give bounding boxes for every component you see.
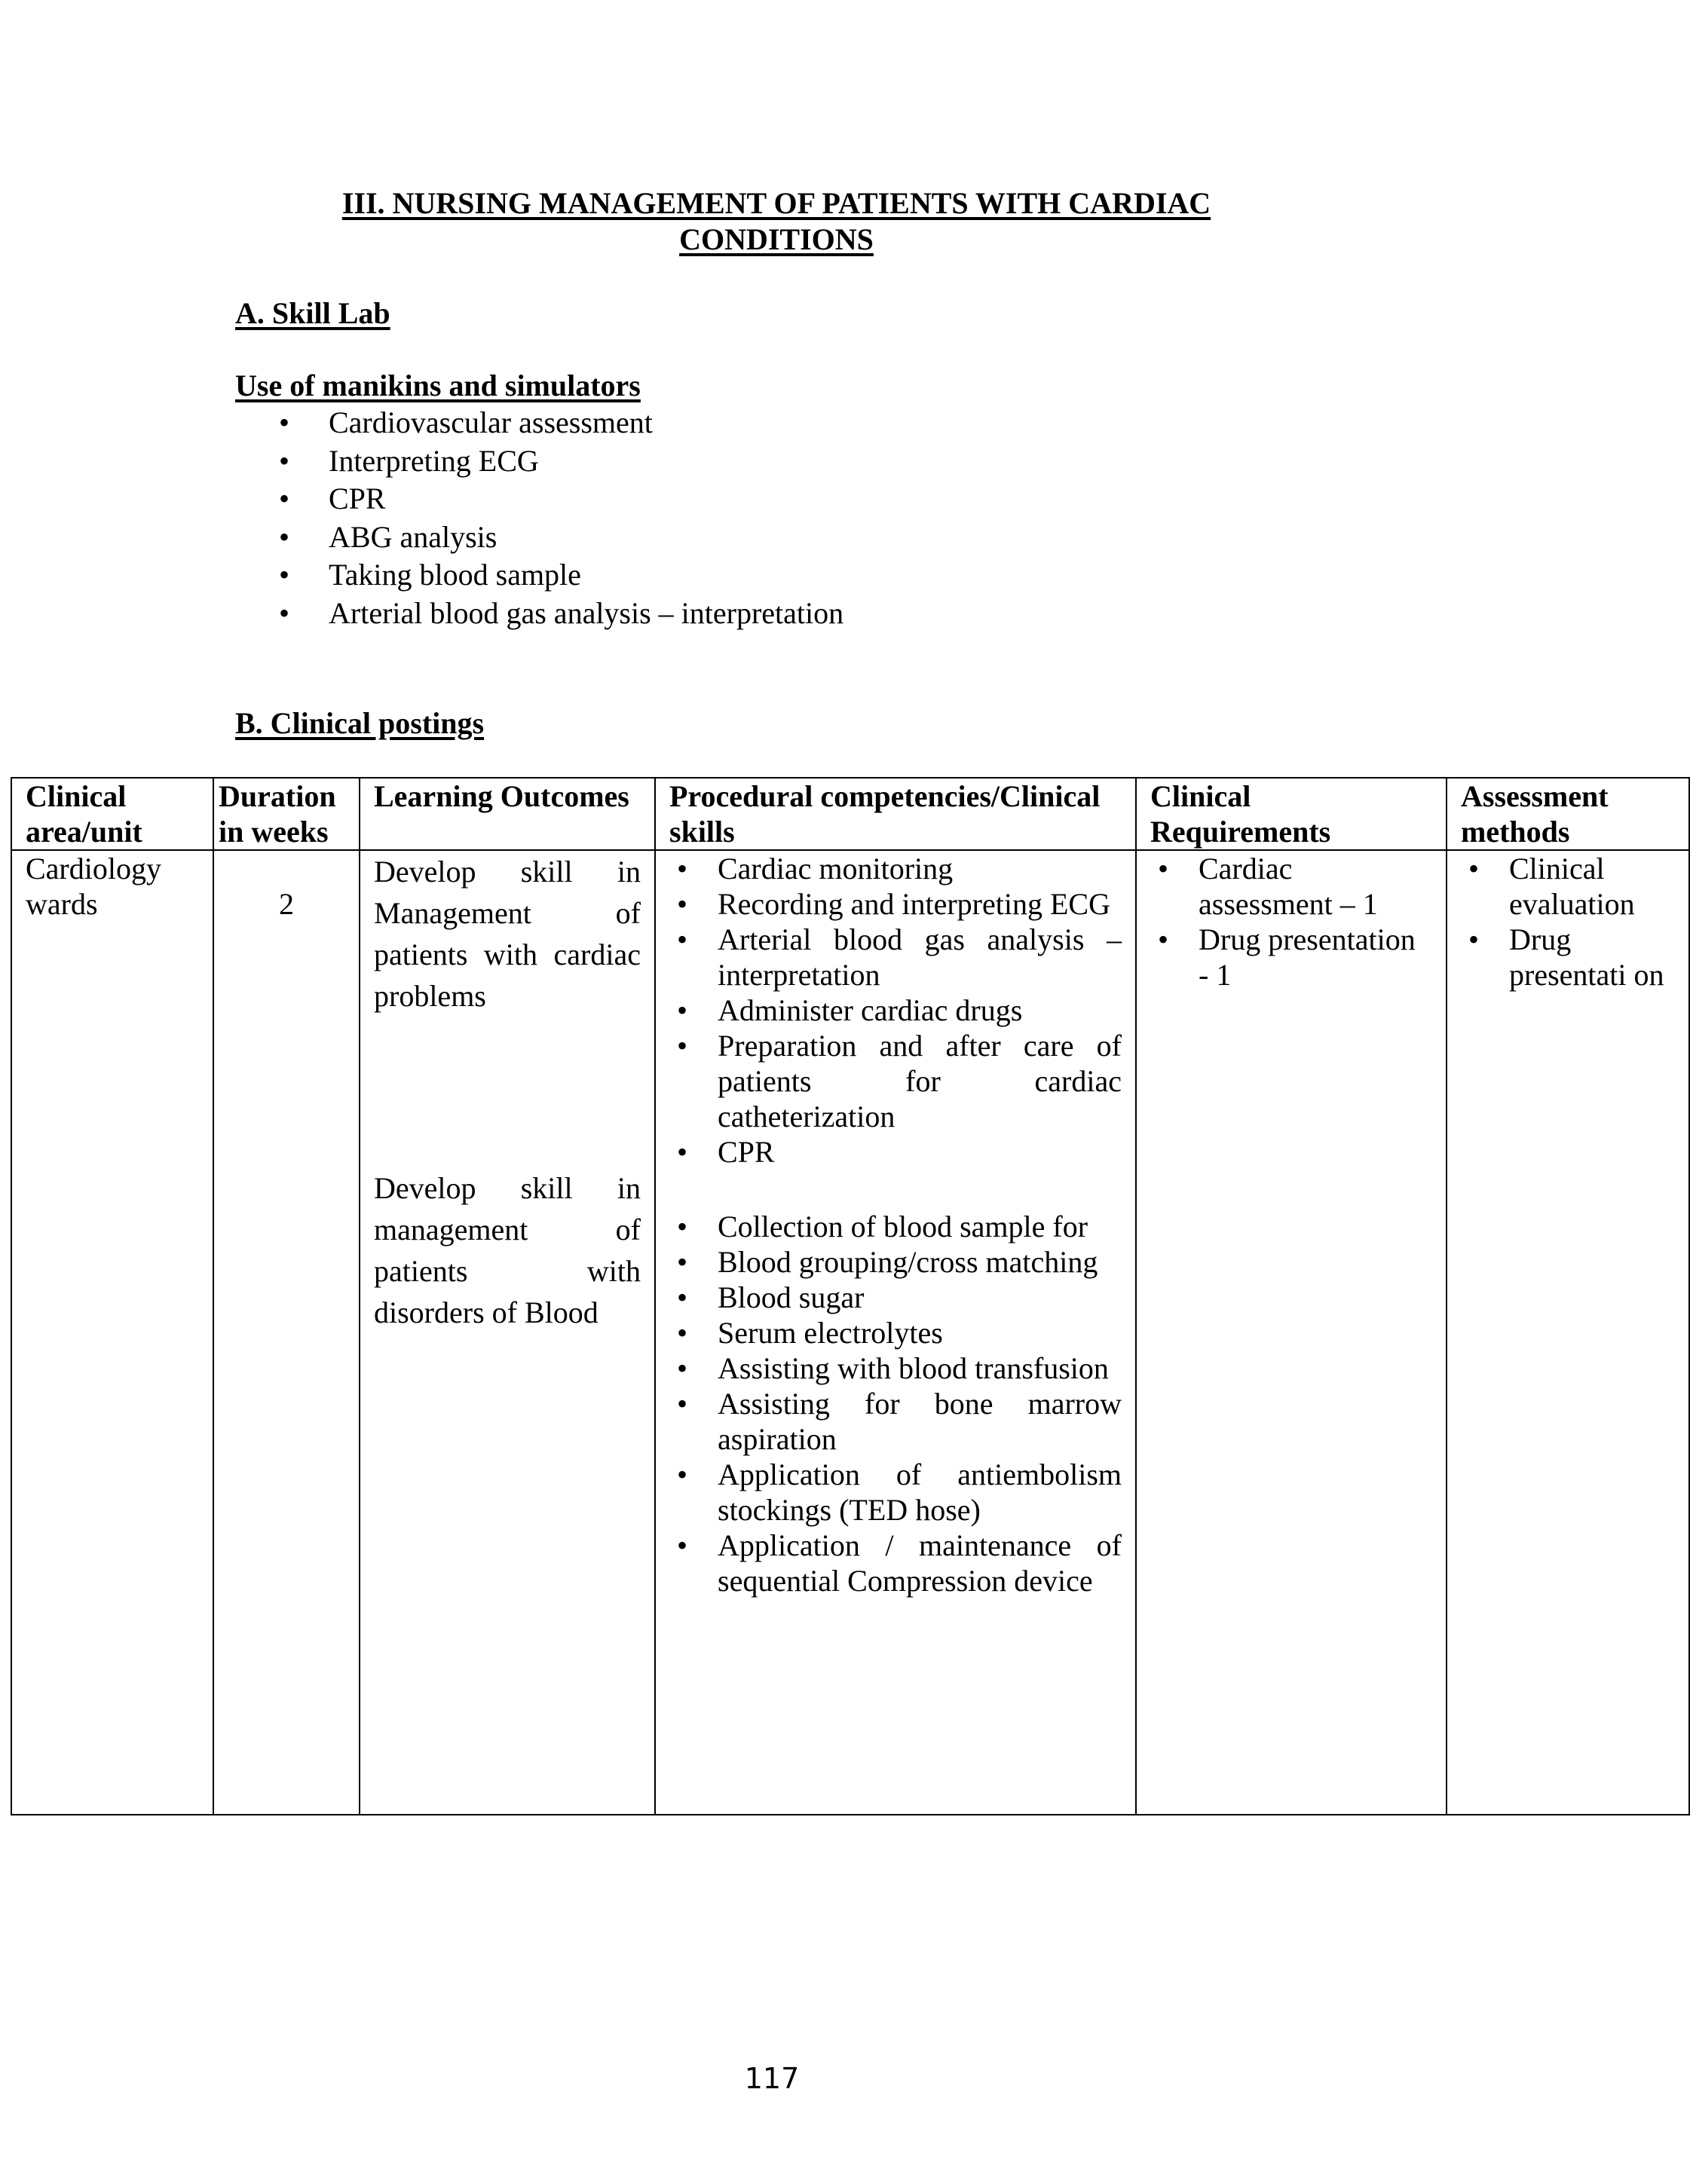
cell-procedures xyxy=(655,850,1136,1815)
list-item: • Application of antiembolism stockings (TED hose) xyxy=(669,1457,1122,1528)
list-item: • Drug presentation - 1 xyxy=(1150,922,1432,993)
list-item: • Arterial blood gas analysis – interpretation xyxy=(669,922,1122,993)
page-number: 117 xyxy=(744,2062,800,2095)
procedures-list xyxy=(669,851,1122,1598)
skill-lab-list xyxy=(279,404,843,632)
list-item: • CPR xyxy=(279,480,843,518)
page-title-line2: CONDITIONS xyxy=(679,222,874,256)
assessment-list xyxy=(1461,851,1675,993)
list-item: • Cardiac assessment – 1 xyxy=(1150,851,1432,922)
list-item: • Serum electrolytes xyxy=(669,1315,1122,1350)
list-item: • Drug presentati on xyxy=(1461,922,1675,993)
cell-learning-outcomes xyxy=(360,850,655,1815)
list-item: • Taking blood sample xyxy=(279,556,843,595)
list-item: • Assisting with blood transfusion xyxy=(669,1350,1122,1386)
learning-outcome: Develop skill in Management of patients with cardiac problems xyxy=(374,855,641,1013)
list-item: • Assisting for bone marrow aspiration xyxy=(669,1386,1122,1457)
list-item: • Cardiac monitoring xyxy=(669,851,1122,886)
list-item: • Application / maintenance of sequential Compression device xyxy=(669,1528,1122,1598)
list-item: • Clinical evaluation xyxy=(1461,851,1675,922)
cell-assessment xyxy=(1447,850,1689,1815)
list-item: • Arterial blood gas analysis – interpretation xyxy=(279,595,843,633)
requirements-list xyxy=(1150,851,1432,993)
header-clinical-area: Clinical area/unit xyxy=(11,778,213,850)
manikins-subheading: Use of manikins and simulators xyxy=(235,369,641,402)
header-clinical-requirements: Clinical Requirements xyxy=(1136,778,1447,850)
cell-requirements xyxy=(1136,850,1447,1815)
header-learning-outcomes: Learning Outcomes xyxy=(360,778,655,850)
list-item: • Recording and interpreting ECG xyxy=(669,886,1122,922)
list-item: • Blood grouping/cross matching xyxy=(669,1244,1122,1280)
clinical-postings-table xyxy=(11,777,1690,1815)
header-duration: Duration in weeks xyxy=(213,778,360,850)
skill-lab-heading: A. Skill Lab xyxy=(235,296,390,330)
clinical-postings-heading: B. Clinical postings xyxy=(235,706,485,740)
list-item: • Collection of blood sample for xyxy=(669,1209,1122,1244)
learning-outcome: Develop skill in management of patients with disorders of Blood xyxy=(374,1171,641,1329)
list-item: • Cardiovascular assessment xyxy=(279,404,843,442)
table-row xyxy=(11,850,1689,1815)
list-item: • Preparation and after care of patients for cardiac catheterization xyxy=(669,1028,1122,1134)
list-item: • Interpreting ECG xyxy=(279,442,843,481)
page-title-line1: III. NURSING MANAGEMENT OF PATIENTS WITH CARDIAC xyxy=(341,186,1211,220)
cell-clinical-area: Cardiology wards xyxy=(11,850,213,1815)
duration-value: 2 xyxy=(279,887,294,921)
page-title xyxy=(226,185,1327,258)
list-item: • CPR xyxy=(669,1134,1122,1170)
list-item: • ABG analysis xyxy=(279,518,843,557)
table-header-row xyxy=(11,778,1689,850)
list-item: • Administer cardiac drugs xyxy=(669,993,1122,1028)
header-assessment-methods: Assessment methods xyxy=(1447,778,1689,850)
cell-duration xyxy=(213,850,360,1815)
header-procedural-competencies: Procedural competencies/Clinical skills xyxy=(655,778,1136,850)
list-item: • Blood sugar xyxy=(669,1280,1122,1315)
